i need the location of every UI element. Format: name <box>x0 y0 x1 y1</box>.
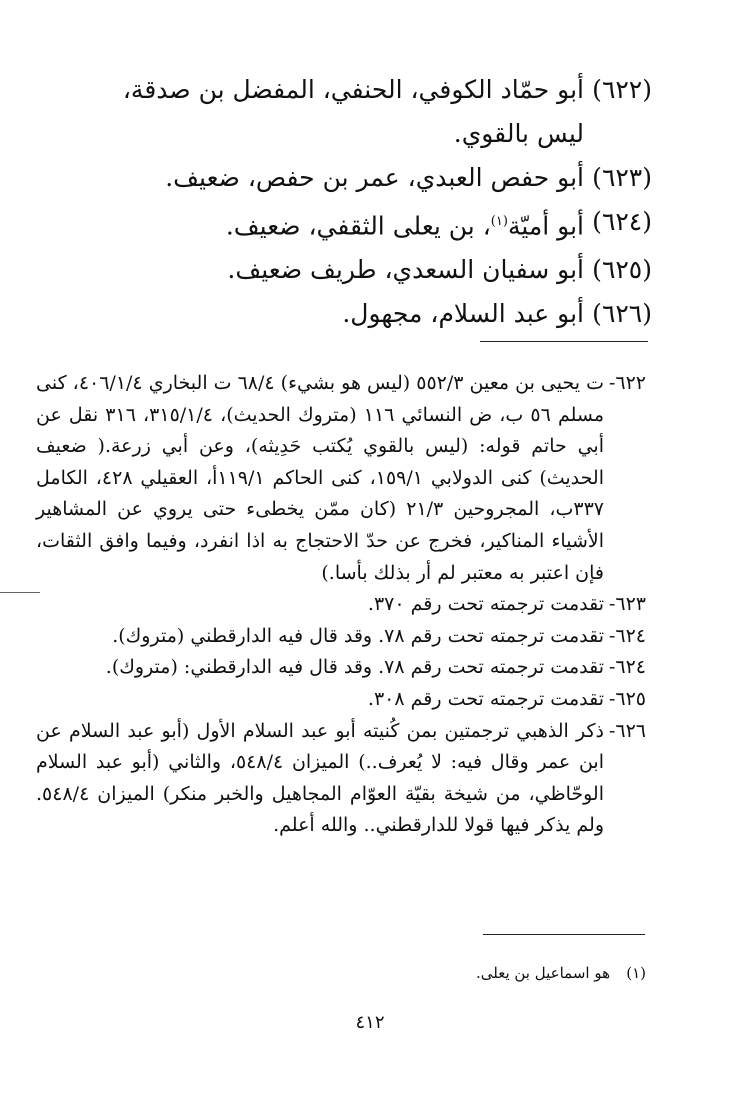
entry-number: (٦٢٢) <box>592 75 652 104</box>
entry-text: أبو سفيان السعدي، طريف ضعيف. <box>227 255 584 285</box>
note-text: تقدمت ترجمته تحت رقم ٧٨. وقد قال فيه الدارقطني (متروك). <box>112 624 604 647</box>
note-text: ذكر الذهبي ترجمتين بمن كُنيته أبو عبد السلام الأول (أبو عبد السلام عن ابن عمر وقال فيه: لا يُعرف..) الميزان ٥٤٨/٤، والثاني (أبو عبد السلام الوحّاظي، من شيخة بقيّة العوّام المجاهيل والخبر منكر) الميزان ٥٤٨/٤. ولم يذكر فيها قولا للدارقطني.. والله أعلم. <box>36 719 604 837</box>
entry-text-part: أبو أميّة <box>507 211 584 241</box>
note-number: ٦٢٢- <box>608 372 646 394</box>
footnote-text: هو اسماعيل بن يعلى. <box>475 964 610 982</box>
note-625 <box>36 684 646 716</box>
note-text: تقدمت ترجمته تحت رقم ٣٧٠. <box>367 593 604 616</box>
note-622 <box>36 368 646 589</box>
section-divider <box>480 341 648 342</box>
page-number: ٤١٢ <box>355 1012 385 1033</box>
note-624-b <box>36 652 646 684</box>
note-number: ٦٢٦- <box>608 719 646 742</box>
entry-text: أبو حمّاد الكوفي، الحنفي، المفضل بن صدقة، ليس بالقوي. <box>122 75 584 148</box>
entry-622 <box>72 68 652 156</box>
entry-623 <box>72 156 652 200</box>
note-number: ٦٢٤- <box>608 624 646 647</box>
margin-mark <box>0 592 40 593</box>
note-text: تقدمت ترجمته تحت رقم ٧٨. وقد قال فيه الدارقطني: (متروك). <box>105 656 604 679</box>
entry-number: (٦٢٣) <box>592 163 652 192</box>
entry-text <box>72 200 584 248</box>
note-number: ٦٢٤- <box>608 656 646 679</box>
note-text: ت يحيى بن معين ٥٥٢/٣ (ليس هو بشيء) ٦٨/٤ ت البخاري ٤٠٦/١/٤، كنى مسلم ٥٦ ب، ض النسائي ١١٦ (متروك الحديث)، ٣١٥/١/٤، ٣١٦ نقل عن أبي حاتم قوله: (ليس بالقوي يُكتب حَدِيثه)، وعن أبي زرعة.( ضعيف الحديث) كنى الدولابي ١٥٩/١، كنى الحاكم ١١٩/١أ، العقيلي ٤٢٨، الكامل ٣٣٧ب، المجروحين ٢١/٣ (كان ممّن يخطىء حتى يروي عن المشاهير الأشياء المناكير، فخرج عن حدّ الاحتجاج به اذا انفرد، وفيما وافق الثقات، فإن اعتبر به معتبر لم أر بذلك بأسا.) <box>36 372 605 584</box>
entry-626 <box>72 292 652 336</box>
note-number: ٦٢٥- <box>608 687 646 710</box>
note-623 <box>36 589 646 621</box>
entry-624 <box>72 200 652 248</box>
entry-text-part: ، بن يعلى الثقفي، ضعيف. <box>225 211 491 241</box>
note-624 <box>36 621 646 653</box>
note-626 <box>36 716 646 842</box>
footnote-reference: (١) <box>490 214 508 229</box>
entry-number: (٦٢٤) <box>592 207 652 236</box>
main-entries <box>72 68 652 336</box>
entry-text: أبو حفص العبدي، عمر بن حفص، ضعيف. <box>165 163 584 192</box>
entry-625 <box>72 248 652 292</box>
footnote-number: (١) <box>626 964 646 982</box>
entry-text: أبو عبد السلام، مجهول. <box>342 299 584 329</box>
entry-number: (٦٢٦) <box>592 299 652 329</box>
footnote-divider <box>483 934 645 935</box>
footnote <box>246 960 646 986</box>
note-text: تقدمت ترجمته تحت رقم ٣٠٨. <box>367 687 604 710</box>
annotations <box>36 368 646 842</box>
note-number: ٦٢٣- <box>608 593 646 616</box>
entry-number: (٦٢٥) <box>592 255 652 285</box>
